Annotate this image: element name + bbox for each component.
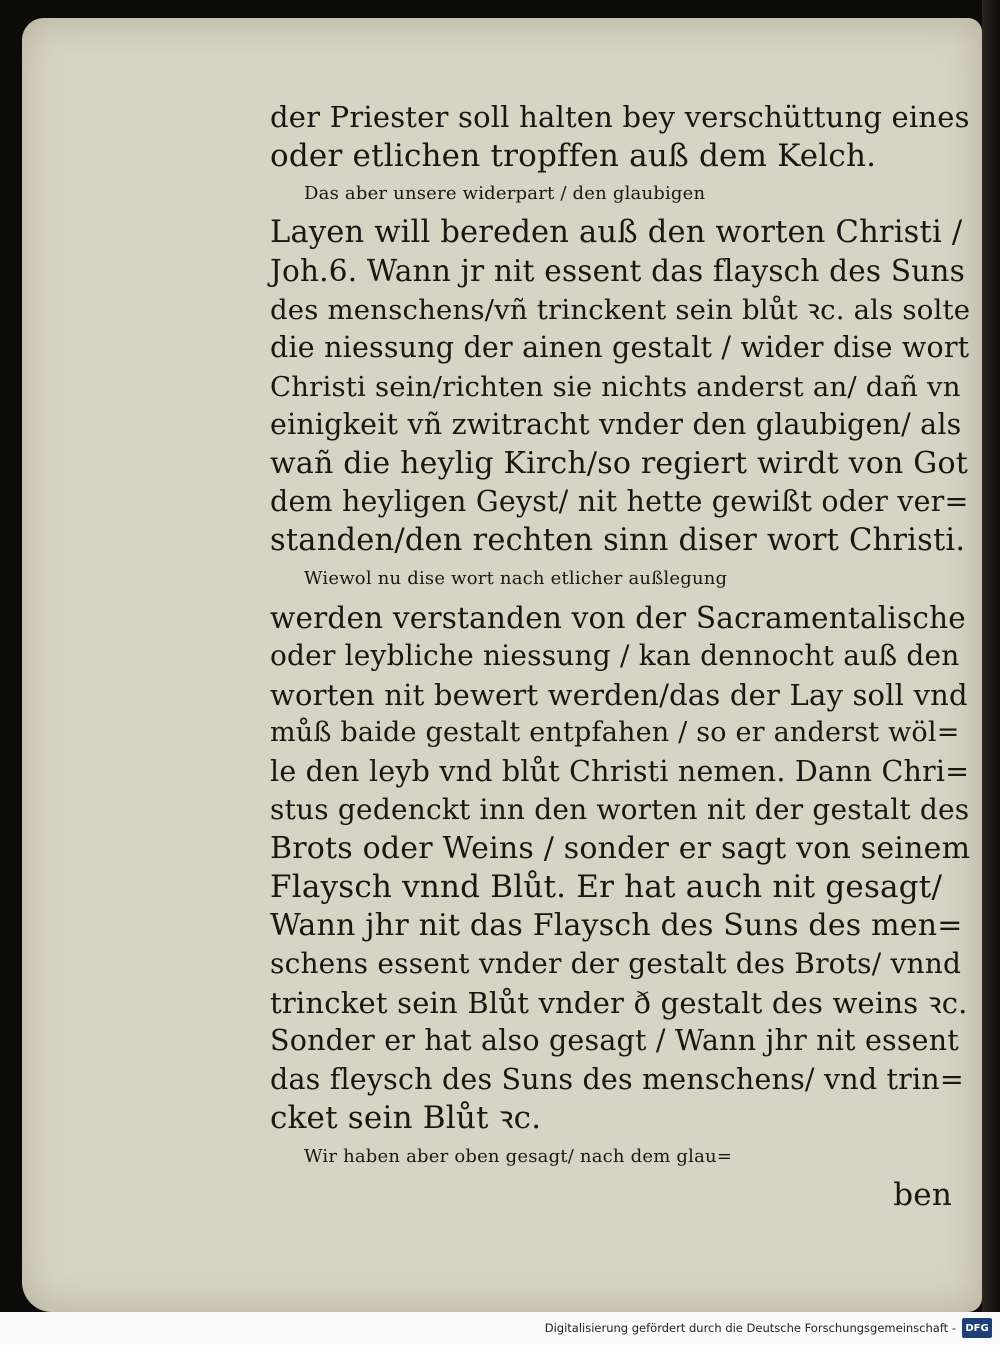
text-line: oder etlichen tropffen auß dem Kelch. <box>270 137 877 174</box>
text-line: einigkeit vñ zwitracht vnder den glaubigen/ als <box>270 408 962 441</box>
text-line: Wann jhr nit das Flaysch des Suns des men= <box>270 907 963 943</box>
text-line: Wiewol nu dise wort nach etlicher außlegung <box>304 568 728 589</box>
text-line: Brots oder Weins / sonder er sagt von seinem <box>270 830 971 866</box>
text-line: Layen will bereden auß den worten Christi / <box>270 214 963 250</box>
text-line: Christi sein/richten sie nichts anderst an/ dañ vn <box>270 370 961 403</box>
digitization-credit: Digitalisierung gefördert durch die Deutsche Forschungsgemeinschaft - <box>544 1321 956 1335</box>
catchword: ben <box>893 1177 952 1213</box>
text-line: Joh.6. Wann jr nit essent das flaysch des Suns <box>270 254 965 288</box>
text-line: Sonder er hat also gesagt / Wann jhr nit essent <box>270 1024 959 1057</box>
text-line: das fleysch des Suns des menschens/ vnd trin= <box>270 1062 964 1096</box>
page-text-block <box>270 98 970 1215</box>
text-line: worten nit bewert werden/das der Lay soll vnd <box>270 677 968 712</box>
text-line: le den leyb vnd blůt Christi nemen. Dann Chri= <box>270 754 970 788</box>
text-line: schens essent vnder der gestalt des Brots/ vnnd <box>270 947 962 980</box>
text-line: oder leybliche niessung / kan dennocht auß den <box>270 639 960 672</box>
text-line: werden verstanden von der Sacramentalische <box>270 600 966 635</box>
text-line: dem heyligen Geyst/ nit hette gewißt oder ver= <box>270 485 969 518</box>
dfg-logo: DFG <box>962 1318 992 1338</box>
text-line: Flaysch vnnd Blůt. Er hat auch nit gesagt/ <box>270 869 943 905</box>
text-line: můß baide gestalt entpfahen / so er anderst wöl= <box>270 717 960 748</box>
text-line: stus gedenckt inn den worten nit der gestalt des <box>270 793 970 826</box>
text-line: die niessung der ainen gestalt / wider dise wort <box>270 331 970 364</box>
text-line: standen/den rechten sinn diser wort Christi. <box>270 522 966 558</box>
text-line: wañ die heylig Kirch/so regiert wirdt von Got <box>270 445 968 481</box>
book-page <box>22 18 982 1312</box>
footer-bar <box>0 1312 1000 1345</box>
text-line: trincket sein Blůt vnder ð gestalt des weins ꝛc. <box>270 985 968 1020</box>
page-edge-shadow <box>982 0 1000 1312</box>
text-line: cket sein Blůt ꝛc. <box>270 1100 542 1136</box>
text-line: Das aber unsere widerpart / den glaubigen <box>304 183 706 204</box>
text-line: des menschens/vñ trinckent sein blůt ꝛc. als solte <box>270 293 971 326</box>
text-line: Wir haben aber oben gesagt/ nach dem glau= <box>304 1145 733 1167</box>
text-line: der Priester soll halten bey verschüttung eines <box>270 100 970 134</box>
